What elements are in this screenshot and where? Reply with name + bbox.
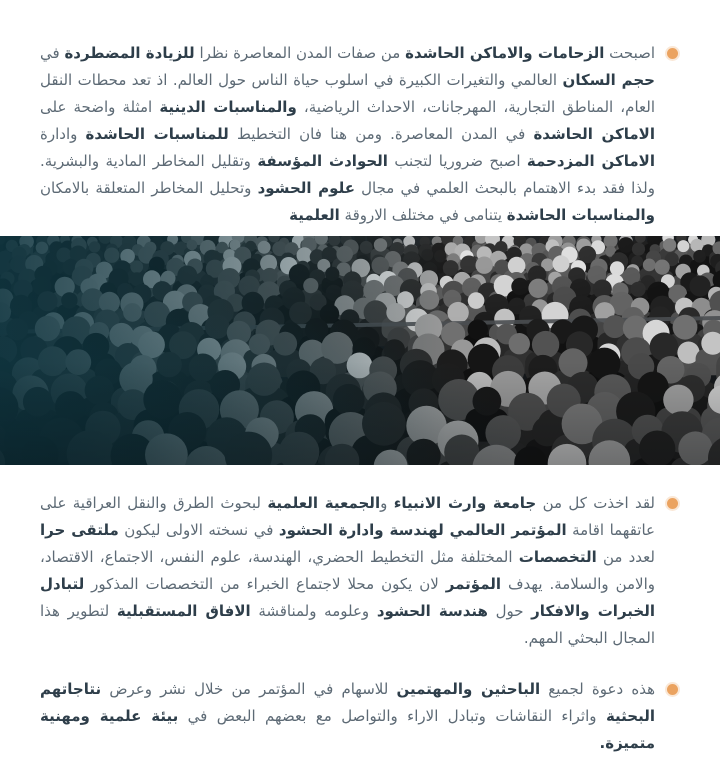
text-run: العالمي والتغيرات الكبيرة في اسلوب حياة الناس حول العالم. اذ تعد محطات النقل العام، المناطق التجارية، المهرجانات، الاحداث الرياضية، [40, 71, 655, 116]
text-run-bold: والمناسبات الدينية [159, 98, 296, 116]
text-run-bold: للمناسبات الحاشدة [86, 125, 229, 143]
text-run-bold: التخصصات [519, 548, 597, 566]
text-run-bold: المؤتمر [446, 575, 501, 593]
text-run: للاسهام في المؤتمر من خلال نشر وعرض [101, 680, 396, 698]
text-run: هذه دعوة لجميع [540, 680, 655, 698]
text-run: لعدد من [597, 548, 655, 566]
invitation-paragraph [40, 676, 655, 757]
text-run: واثراء النقاشات وتبادل الاراء والتواصل مع بعضهم البعض في [178, 707, 606, 725]
text-run: امثلة واضحة على [40, 98, 159, 116]
text-run: و [380, 494, 394, 512]
text-run: من صفات المدن المعاصرة نظرا [195, 44, 405, 62]
text-run: لان يكون محلا لاجتماع الخبراء من التخصصات المذكور [84, 575, 446, 593]
conference-paragraph [40, 490, 655, 652]
text-run-bold: علوم الحشود [258, 179, 355, 197]
text-run-bold: ملتقى حرا [40, 521, 119, 539]
text-run-bold: الجمعية العلمية [267, 494, 380, 512]
text-run: لتطوير هذا المجال البحثي المهم. [40, 602, 655, 647]
text-run-bold: حجم السكان [563, 71, 655, 89]
bullet-icon [667, 48, 678, 59]
text-run-bold: لتبادل الخبرات والافكار [40, 575, 655, 620]
text-run: وتحليل المخاطر المتعلقة بالامكان [40, 179, 258, 197]
text-run: لقد اخذت كل من [536, 494, 655, 512]
text-run-bold: بيئة علمية ومهنية متميزة. [40, 707, 655, 752]
text-run: وتقليل المخاطر المادية والبشرية. ولذا فقد بدء الاهتمام بالبحث العلمي في مجال [40, 152, 655, 197]
crowd-photo-illustration [0, 236, 720, 465]
text-run-bold: نتاجاتهم البحثية [40, 680, 655, 725]
text-run-bold: هندسة الحشود [377, 602, 488, 620]
text-run: لبحوث الطرق والنقل العراقية على عاتقهما اقامة [40, 494, 655, 539]
text-run-bold: والمناسبات الحاشدة [507, 206, 655, 224]
text-run: وعلومه ولمناقشة [251, 602, 377, 620]
intro-section [0, 40, 720, 229]
text-run: يتنامى في مختلف الاروقة [340, 206, 507, 224]
text-run-bold: الباحثين والمهتمين [397, 680, 541, 698]
conference-section [0, 490, 720, 652]
text-run-bold: الافاق المستقبلية [117, 602, 251, 620]
text-run-bold: المؤتمر العالمي لهندسة وادارة الحشود [279, 521, 567, 539]
text-run: في نسخته الاولى ليكون [119, 521, 279, 539]
text-run: في [40, 44, 64, 62]
text-run-bold: الحوادث المؤسفة [257, 152, 388, 170]
text-run: وادارة [40, 125, 86, 143]
bullet-icon [667, 684, 678, 695]
text-run-bold: للزيادة المضطردة [64, 44, 194, 62]
text-run: اصبحت [604, 44, 655, 62]
crowd-photo [0, 236, 720, 465]
page [0, 40, 720, 760]
text-run-bold: الاماكن المزدحمة [527, 152, 655, 170]
text-run-bold: جامعة وارث الانبياء [394, 494, 537, 512]
text-run: حول [488, 602, 531, 620]
intro-paragraph [40, 40, 655, 229]
text-run-bold: الاماكن الحاشدة [533, 125, 655, 143]
bullet-icon [667, 498, 678, 509]
text-run-bold: الزحامات والاماكن الحاشدة [405, 44, 604, 62]
invitation-section [0, 676, 720, 757]
text-run: في المدن المعاصرة. ومن هنا فان التخطيط [229, 125, 534, 143]
text-run-bold: العلمية [289, 206, 340, 224]
text-run: اصبح ضروريا لتجنب [388, 152, 527, 170]
text-run: المختلفة مثل التخطيط الحضري، الهندسة، علوم النفس، الاجتماع، الاقتصاد، والامن والسلامة. يهدف [40, 548, 655, 593]
